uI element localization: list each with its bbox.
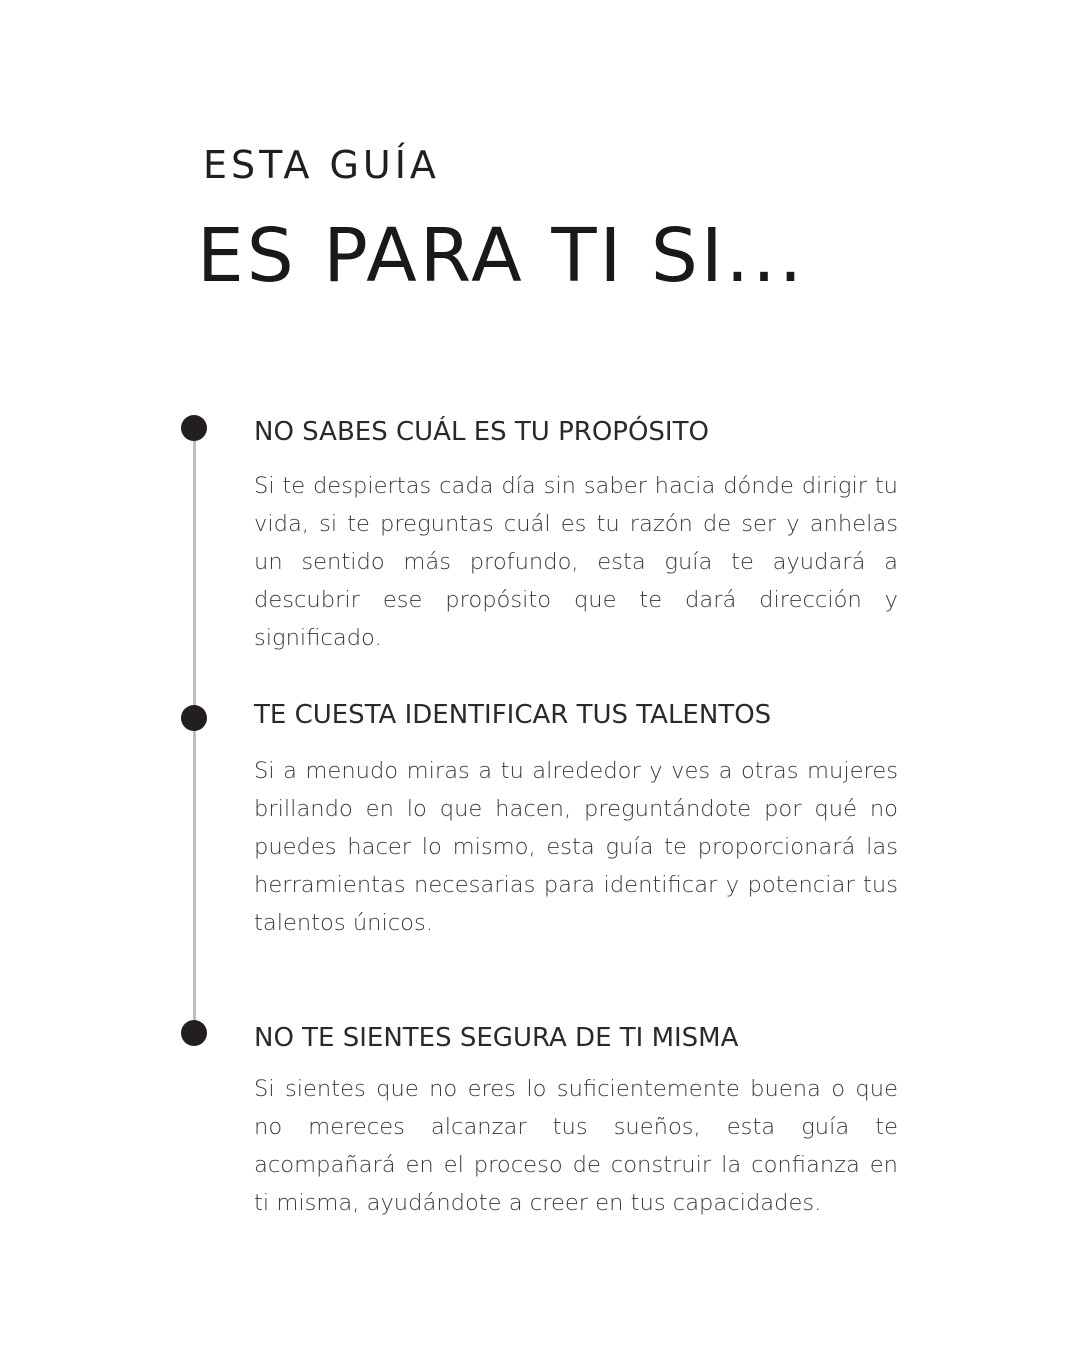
timeline-dot-icon — [181, 1020, 207, 1046]
item-text-talents: Si a menudo miras a tu alrededor y ves a otras mujeres brillando en lo que hacen, preguntándote por qué no puedes hacer lo mismo, esta guía te proporcionará las herramientas necesarias para identificar y potenciar tus talentos únicos. — [254, 758, 898, 936]
timeline-dot-icon — [181, 705, 207, 731]
item-heading-talents: TE CUESTA IDENTIFICAR TUS TALENTOS — [254, 700, 772, 730]
timeline-dot-icon — [181, 415, 207, 441]
item-heading-confidence: NO TE SIENTES SEGURA DE TI MISMA — [254, 1023, 739, 1053]
item-text-purpose: Si te despiertas cada día sin saber hacia dónde dirigir tu vida, si te preguntas cuál es tu razón de ser y anhelas un sentido más profundo, esta guía te ayudará a descubrir ese propósito que te dará dirección y significado. — [254, 473, 898, 651]
item-heading-purpose: NO SABES CUÁL ES TU PROPÓSITO — [254, 417, 709, 447]
page-kicker: ESTA GUÍA — [203, 143, 440, 187]
item-text-confidence: Si sientes que no eres lo suficientemente buena o que no mereces alcanzar tus sueños, esta guía te acompañará en el proceso de construir la confianza en ti misma, ayudándote a creer en tus capacidades. — [254, 1076, 898, 1216]
page-title: ES PARA TI SI... — [197, 213, 806, 299]
timeline-line — [193, 428, 196, 1034]
